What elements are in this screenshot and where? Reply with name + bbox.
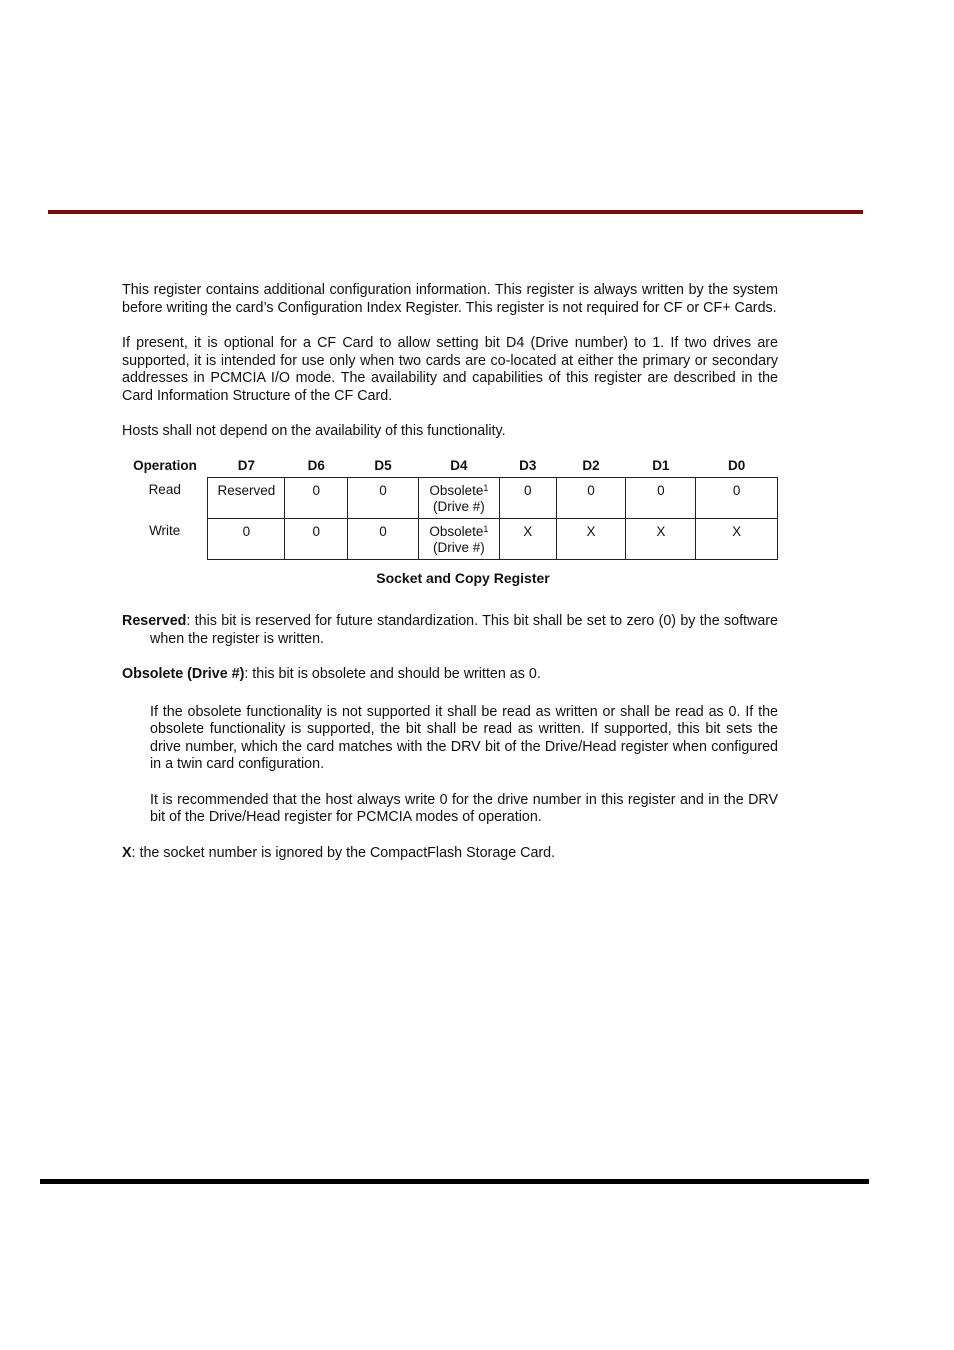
term-obsolete: Obsolete (Drive #): [122, 666, 245, 682]
cell-d4: [418, 518, 499, 559]
header-operation: Operation: [133, 458, 197, 473]
cell-d0: 0: [696, 477, 778, 518]
register-table-container: [122, 455, 778, 560]
page-body: [122, 282, 778, 862]
row-operation-label: Write: [149, 523, 181, 538]
header-d1: D1: [652, 457, 670, 473]
header-d7: D7: [237, 457, 255, 473]
table-caption: Socket and Copy Register: [376, 569, 550, 586]
cell-d7: 0: [208, 518, 285, 559]
cell-d4: [418, 477, 499, 518]
footnote-marker: 1: [483, 523, 489, 534]
obsolete-detail-1: If the obsolete functionality is not supported it shall be read as written or shall be read as 0. If the obsolete functionality is supported, the bit shall be read as written. If supported, this bit sets the drive number, which the card matches with the DRV bit of the Drive/Head register when configured in a twin card configuration.: [150, 703, 778, 772]
cell-d6: 0: [285, 518, 348, 559]
obsolete-detail-2: It is recommended that the host always write 0 for the drive number in this register and in the DRV bit of the Drive/Head register for PCMCIA modes of operation.: [150, 791, 778, 825]
cell-d1: X: [626, 518, 696, 559]
cell-d2: X: [556, 518, 626, 559]
table-row-read: [122, 477, 778, 518]
row-operation-label: Read: [148, 482, 181, 497]
header-d0: D0: [727, 457, 746, 473]
text-reserved: : this bit is reserved for future standardization. This bit shall be set to zero (0) by the software when the register is written.: [150, 613, 778, 647]
cell-d5: 0: [348, 477, 419, 518]
header-d4: D4: [450, 457, 468, 473]
table-row-write: [122, 518, 778, 559]
footer-rule: [40, 1179, 869, 1184]
header-d2: D2: [582, 457, 600, 473]
d4-sublabel: (Drive #): [432, 539, 485, 555]
definition-reserved: [122, 613, 778, 648]
footnote-marker: 1: [483, 482, 489, 493]
d4-label: Obsolete: [429, 523, 484, 539]
term-reserved: Reserved: [122, 613, 187, 629]
text-x: : the socket number is ignored by the CompactFlash Storage Card.: [131, 844, 556, 861]
cell-d2: 0: [556, 477, 626, 518]
cell-d7: Reserved: [208, 477, 285, 518]
intro-paragraph-2: If present, it is optional for a CF Card to allow setting bit D4 (Drive number) to 1. If two drives are supported, it is intended for use only when two cards are co-located at either the primary or secondary addresses in PCMCIA I/O mode. The availability and capabilities of this register are described in the Card Information Structure of the CF Card.: [122, 335, 778, 404]
intro-paragraph-3: Hosts shall not depend on the availability of this functionality.: [122, 423, 506, 439]
header-d6: D6: [307, 457, 325, 473]
cell-d5: 0: [348, 518, 419, 559]
cell-d1: 0: [626, 477, 696, 518]
cell-d3: X: [499, 518, 556, 559]
text-obsolete: : this bit is obsolete and should be written as 0.: [244, 666, 541, 682]
header-d5: D5: [374, 457, 392, 473]
d4-sublabel: (Drive #): [432, 498, 485, 514]
definition-x: [122, 845, 778, 863]
cell-d3: 0: [499, 477, 556, 518]
cell-d6: 0: [285, 477, 348, 518]
intro-paragraph-1: This register contains additional configuration information. This register is always written by the system before writing the card’s Configuration Index Register. This register is not required for CF or CF+ Cards.: [122, 282, 778, 316]
d4-label: Obsolete: [429, 482, 484, 498]
socket-copy-register-table: [122, 455, 778, 560]
header-rule: [48, 210, 863, 214]
term-x: X: [122, 844, 132, 861]
definition-obsolete: [122, 666, 778, 684]
header-d3: D3: [519, 457, 537, 473]
cell-d0: X: [696, 518, 778, 559]
table-header-row: [122, 455, 778, 478]
